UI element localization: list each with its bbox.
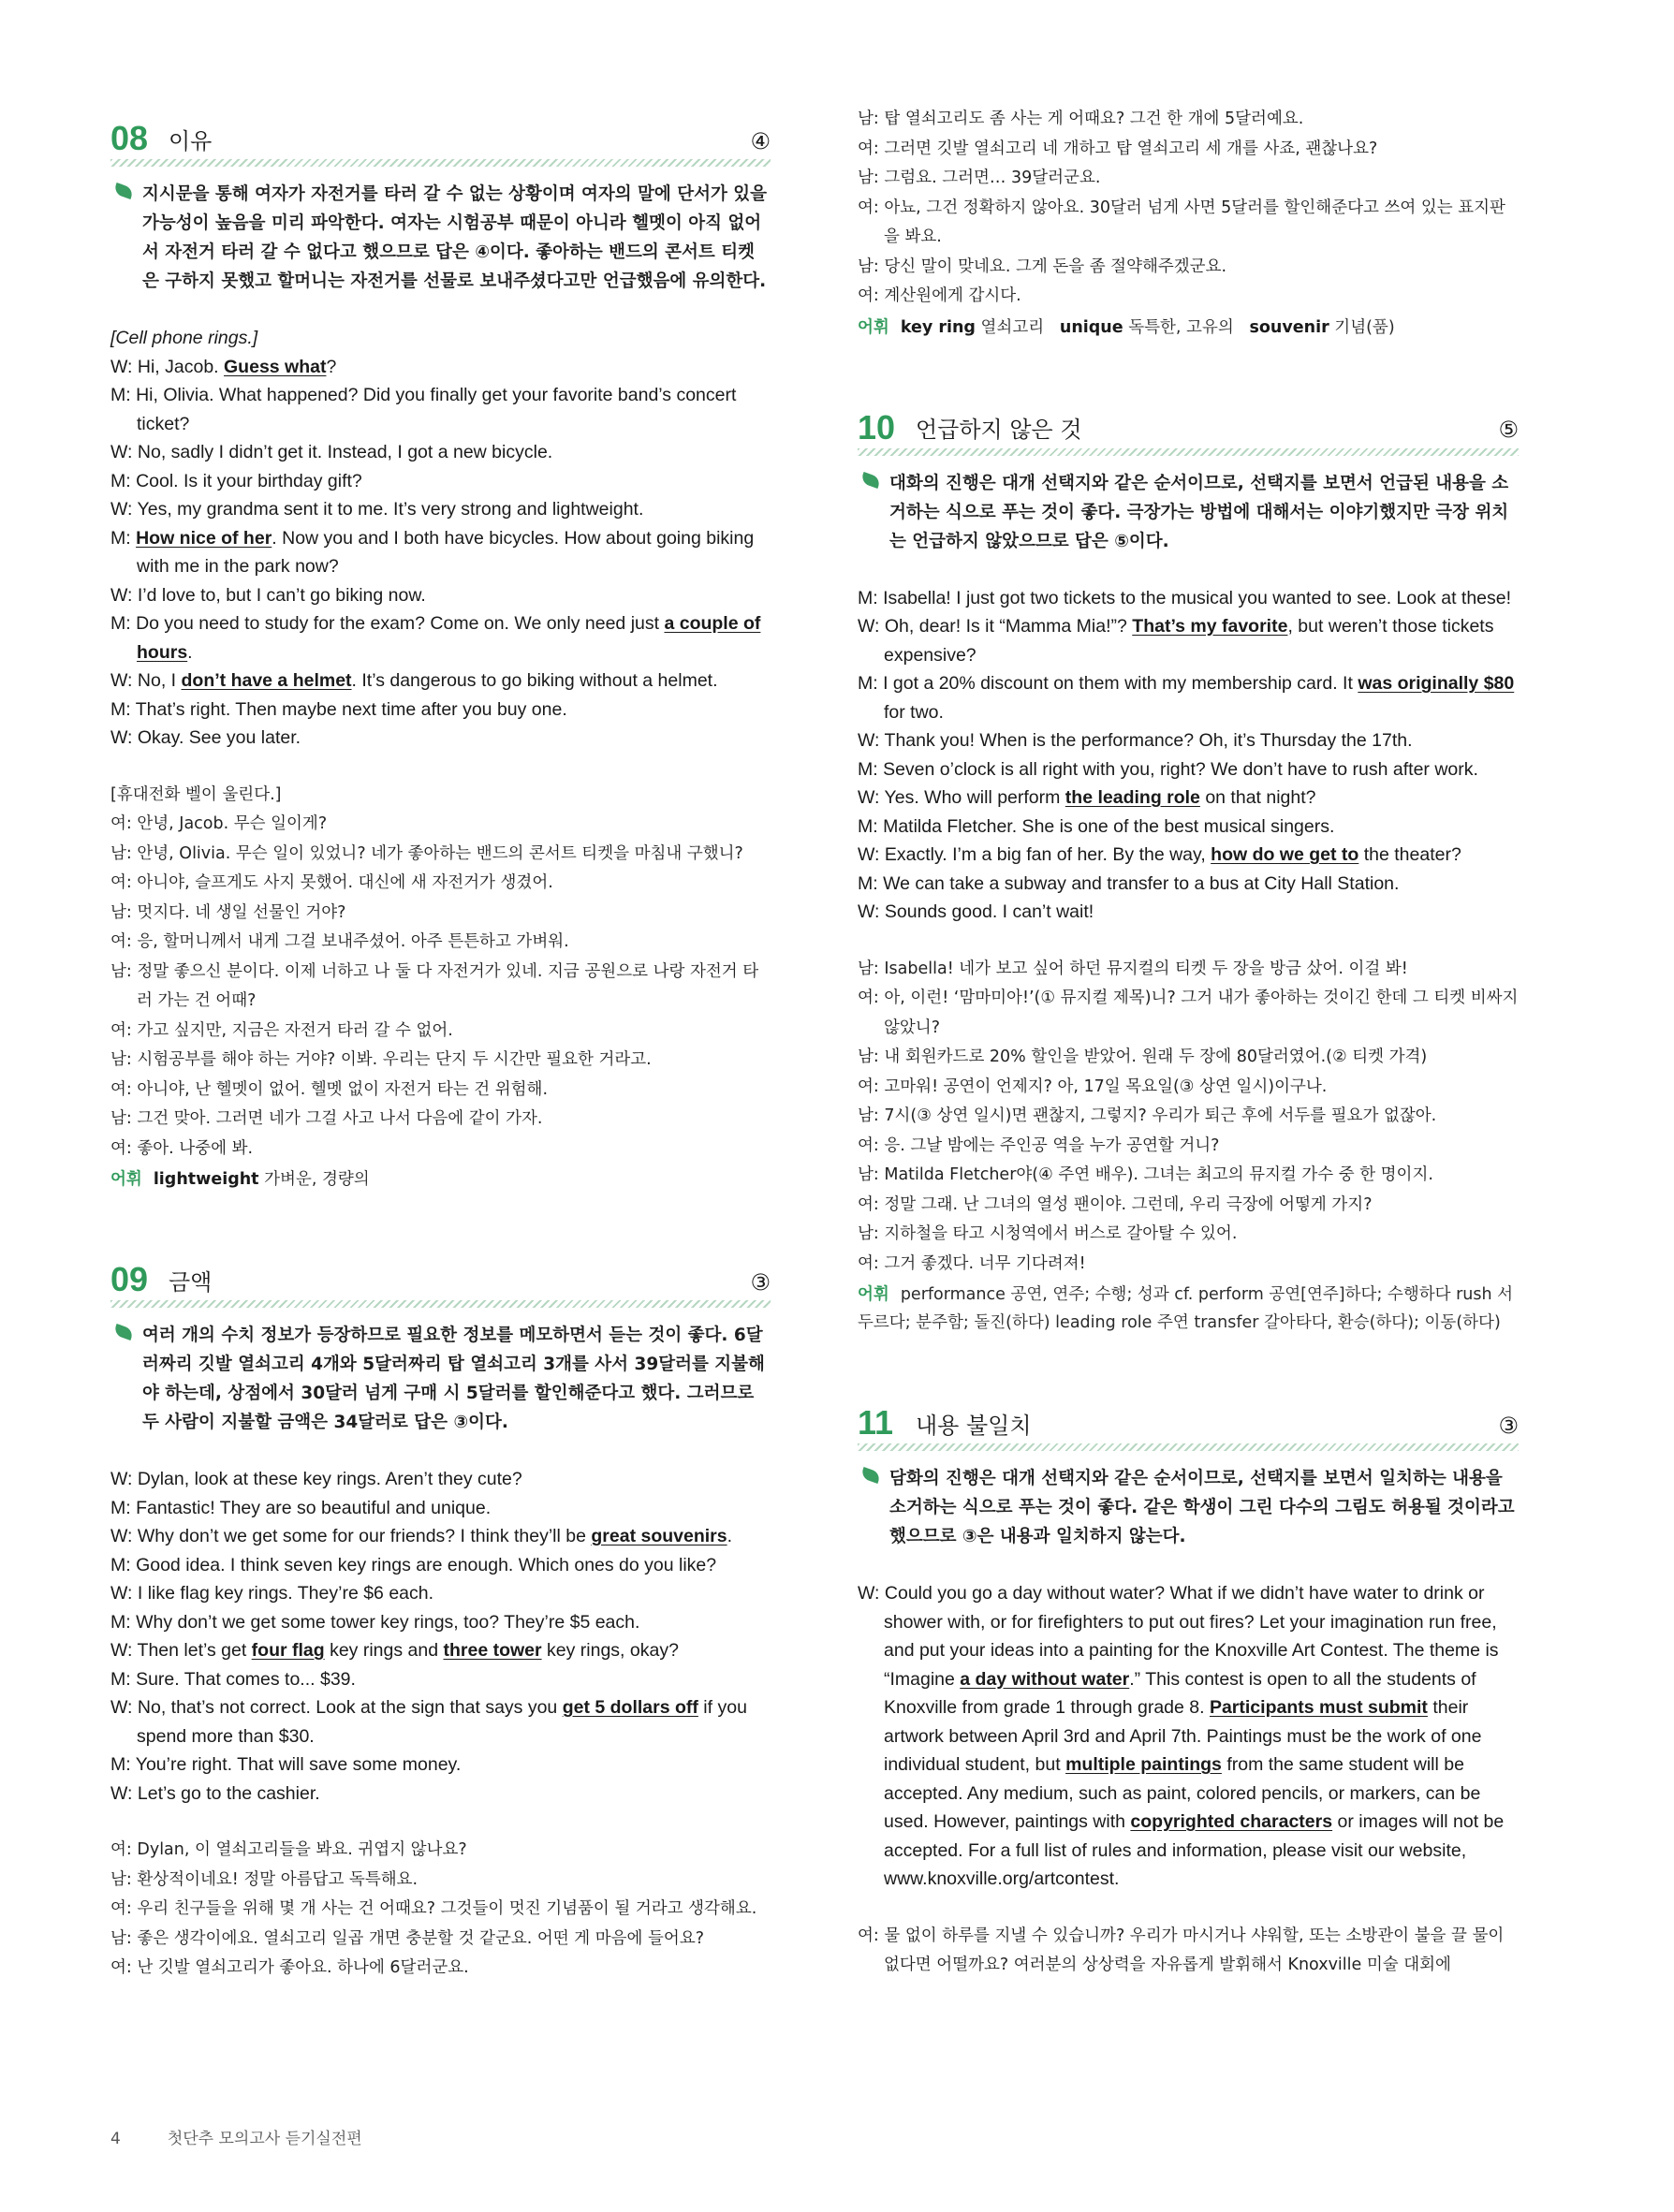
key-phrase: a couple of hours	[137, 613, 761, 663]
script-line: M: Hi, Olivia. What happened? Did you finally get your favorite band’s concert ticket?	[110, 385, 737, 434]
translation-line: 남: Isabella! 네가 보고 싶어 하던 뮤지컬의 티켓 두 장을 방금 샀어. 이걸 봐!	[858, 959, 1408, 978]
script-line: M: Isabella! I just got two tickets to the musical you wanted to see. Look at these!	[858, 587, 1512, 608]
translation-line: 남: 당신 말이 맞네요. 그게 돈을 좀 절약해주겠군요.	[858, 256, 1227, 276]
zigzag-divider	[110, 1300, 771, 1308]
key-phrase: the leading role	[1065, 787, 1200, 808]
explanation-text: 여러 개의 수치 정보가 등장하므로 필요한 정보를 메모하면서 듣는 것이 좋다. 6달러짜리 깃발 열쇠고리 4개와 5달러짜리 탑 열쇠고리 3개를 사서 39달러를 지불해야 하는데, 상점에서 30달러 넘게 구매 시 5달러를 할인해준다고 했다. 그러므로 두 사람이 지불할 금액은 34달러로 답은 ③이다.	[142, 1326, 765, 1432]
key-phrase: multiple paintings	[1065, 1754, 1222, 1775]
explanation-text: 담화의 진행은 대개 선택지와 같은 순서이므로, 선택지를 보면서 일치하는 내용을 소거하는 식으로 푸는 것이 좋다. 같은 학생이 그린 다수의 그림도 허용될 것이라고 했으므로 ③은 내용과 일치하지 않는다.	[889, 1469, 1515, 1546]
vocab-tag: 어휘	[858, 1285, 889, 1304]
translation-line: 여: 난 깃발 열쇠고리가 좋아요. 하나에 6달러군요.	[110, 1958, 469, 1977]
vocabulary: 어휘 key ring 열쇠고리 unique 독특한, 고유의 souvenir 기념(품)	[858, 317, 1395, 337]
explanation	[858, 469, 1519, 556]
key-phrase: was originally $80	[1358, 673, 1515, 694]
page-footer	[110, 2125, 409, 2148]
explanation	[110, 180, 771, 296]
english-script	[858, 584, 1519, 927]
translation-line: 남: 시험공부를 해야 하는 거야? 이봐. 우리는 단지 두 시간만 필요한 거라고.	[110, 1050, 652, 1069]
section-09-continued	[858, 105, 1519, 342]
script-line: W: Oh, dear! Is it “Mamma Mia!”? That’s my favorite, but weren’t those tickets expensive?	[858, 616, 1494, 666]
key-phrase: How nice of her	[136, 527, 272, 549]
script-line: W: Dylan, look at these key rings. Aren’t they cute?	[110, 1469, 522, 1489]
key-phrase: great souvenirs	[591, 1526, 727, 1546]
page-number: 4	[110, 2130, 121, 2148]
translation-line: 남: 좋은 생각이에요. 열쇠고리 일곱 개면 충분할 것 같군요. 어떤 게 마음에 들어요?	[110, 1928, 705, 1948]
section-number: 10	[858, 407, 896, 447]
key-phrase: get 5 dollars off	[562, 1697, 698, 1718]
answer-mark: ⑤	[1498, 417, 1519, 444]
script-line: M: Do you need to study for the exam? Come on. We only need just a couple of hours.	[110, 613, 761, 663]
script-line: M: Cool. Is it your birthday gift?	[110, 470, 362, 491]
script-line: M: Sure. That comes to... $39.	[110, 1668, 356, 1690]
vocab-tag: 어휘	[110, 1170, 142, 1189]
leaf-icon	[113, 1324, 135, 1340]
answer-mark: ③	[1498, 1412, 1519, 1439]
section-number: 11	[858, 1403, 894, 1442]
key-phrase: That’s my favorite	[1132, 616, 1288, 637]
korean-translation	[110, 1836, 771, 1984]
explanation-text: 대화의 진행은 대개 선택지와 같은 순서이므로, 선택지를 보면서 언급된 내용을 소거하는 식으로 푸는 것이 좋다. 극장가는 방법에 대해서는 이야기했지만 극장 위치는 언급하지 않았으므로 답은 ⑤이다.	[889, 473, 1509, 551]
answer-mark: ④	[750, 127, 771, 154]
translation-line: 여: 고마워! 공연이 언제지? 아, 17일 목요일(③ 상연 일시)이구나.	[858, 1077, 1328, 1096]
section-number: 09	[110, 1260, 149, 1298]
translation-line: 여: 정말 그래. 난 그녀의 열성 팬이야. 그런데, 우리 극장에 어떻게 가지?	[858, 1194, 1373, 1214]
script-line: W: I like flag key rings. They’re $6 each.	[110, 1583, 434, 1604]
translation-line: 남: 정말 좋으신 분이다. 이제 너하고 나 둘 다 자전거가 있네. 지금 공원으로 나랑 자전거 타러 가는 건 어때?	[110, 961, 759, 1010]
section-header	[858, 400, 1519, 445]
explanation-text: 지시문을 통해 여자가 자전거를 타러 갈 수 없는 상황이며 여자의 말에 단서가 있을 가능성이 높음을 미리 파악한다. 여자는 시험공부 때문이 아니라 헬멧이 아직 없어서 자전거 타러 갈 수 없다고 했으므로 답은 ④이다. 좋아하는 밴드의 콘서트 티켓은 구하지 못했고 할머니는 자전거를 선물로 보내주셨다고만 언급했음에 유의한다.	[142, 184, 768, 291]
script-line: M: Fantastic! They are so beautiful and unique.	[110, 1497, 492, 1518]
explanation	[858, 1464, 1519, 1551]
key-phrase: copyrighted characters	[1130, 1811, 1333, 1832]
translation-line: 여: 아니야, 슬프게도 사지 못했어. 대신에 새 자전거가 생겼어.	[110, 873, 553, 892]
vocab-tag: 어휘	[858, 317, 889, 337]
script-line: W: Okay. See you later.	[110, 727, 301, 748]
section-header	[858, 1395, 1519, 1440]
script-line: W: Let’s go to the cashier.	[110, 1782, 320, 1804]
key-phrase: don’t have a helmet	[181, 670, 352, 691]
translation-line: 남: 안녕, Olivia. 무슨 일이 있었니? 네가 좋아하는 밴드의 콘서트 티켓을 마침내 구했니?	[110, 843, 743, 863]
translation-line: 여: 우리 친구들을 위해 몇 개 사는 건 어때요? 그것들이 멋진 기념품이 될 거라고 생각해요.	[110, 1899, 757, 1918]
translation-line: 여: 아, 이런! ‘맘마미아!’(① 뮤지컬 제목)니? 그거 내가 좋아하는 것이긴 한데 그 티켓 비싸지 않았니?	[858, 989, 1519, 1037]
section-header	[110, 1252, 771, 1296]
script-line: M: That’s right. Then maybe next time after you buy one.	[110, 698, 567, 720]
korean-translation	[858, 955, 1519, 1280]
translation-line: 여: 응. 그날 밤에는 주인공 역을 누가 공연할 거니?	[858, 1135, 1220, 1155]
english-script	[858, 1579, 1519, 1894]
translation-line: 남: 내 회원카드로 20% 할인을 받았어. 원래 두 장에 80달러였어.(② 티켓 가격)	[858, 1047, 1428, 1066]
translation-line: 여: 그러면 깃발 열쇠고리 네 개하고 탑 열쇠고리 세 개를 사죠, 괜찮나요?	[858, 139, 1378, 158]
vocabulary: 어휘 lightweight 가벼운, 경량의	[110, 1170, 370, 1189]
translation-line: 남: 그럼요. 그러면… 39달러군요.	[858, 168, 1101, 187]
left-column	[110, 110, 771, 1984]
translation-line: 여: 가고 싶지만, 지금은 자전거 타러 갈 수 없어.	[110, 1020, 453, 1040]
section-title: 내용 불일치	[916, 1412, 1032, 1439]
script-line: M: Seven o’clock is all right with you, right? We don’t have to rush after work.	[858, 758, 1478, 780]
key-phrase: Guess what	[224, 356, 327, 377]
section-title: 이유	[169, 127, 213, 154]
script-line: W: Hi, Jacob. Guess what?	[110, 356, 337, 377]
stage-cue: [휴대전화 벨이 울린다.]	[110, 784, 282, 804]
script-line: M: I got a 20% discount on them with my membership card. It was originally $80 for two.	[858, 673, 1515, 723]
leaf-icon	[113, 183, 135, 199]
translation-line: 여: 응, 할머니께서 내게 그걸 보내주셨어. 아주 튼튼하고 가벼워.	[110, 932, 569, 951]
section-08	[110, 110, 771, 1194]
script-line: W: Yes, my grandma sent it to me. It’s very strong and lightweight.	[110, 499, 644, 520]
right-column	[858, 110, 1519, 1981]
korean-translation	[858, 105, 1519, 312]
translation-line: 여: 물 없이 하루를 지낼 수 있습니까? 우리가 마시거나 샤워할, 또는 소방관이 불을 끌 물이 없다면 어떨까요? 여러분의 상상력을 자유롭게 발휘해서 Knoxville 미술 대회에	[858, 1926, 1505, 1974]
key-phrase: how do we get to	[1211, 844, 1359, 865]
section-09	[110, 1252, 771, 1984]
translation-line: 여: 아뇨, 그건 정확하지 않아요. 30달러 넘게 사면 5달러를 할인해준다고 쓰여 있는 표지판을 봐요.	[858, 198, 1505, 246]
translation-line: 여: 안녕, Jacob. 무슨 일이게?	[110, 814, 328, 833]
leaf-icon	[860, 471, 882, 488]
english-script	[110, 324, 771, 753]
script-line: W: No, sadly I didn’t get it. Instead, I got a new bicycle.	[110, 442, 553, 462]
zigzag-divider	[110, 159, 771, 167]
book-title: 첫단추 모의고사 듣기실전편	[167, 2130, 362, 2148]
explanation	[110, 1321, 771, 1437]
translation-line: 여: 계산원에게 갑시다.	[858, 286, 1021, 305]
script-line: W: Exactly. I’m a big fan of her. By the way, how do we get to the theater?	[858, 844, 1461, 865]
script-line: W: Why don’t we get some for our friends? I think they’ll be great souvenirs.	[110, 1526, 733, 1546]
translation-line: 여: 그거 좋겠다. 너무 기다려져!	[858, 1253, 1086, 1273]
section-10	[858, 400, 1519, 1338]
translation-line: 여: 아니야, 난 헬멧이 없어. 헬멧 없이 자전거 타는 건 위험해.	[110, 1079, 549, 1099]
script-line: W: Yes. Who will perform the leading role on that night?	[858, 787, 1316, 808]
english-script	[110, 1465, 771, 1808]
key-phrase: a day without water	[960, 1668, 1130, 1690]
script-line: W: Thank you! When is the performance? Oh, it’s Thursday the 17th.	[858, 730, 1413, 751]
zigzag-divider	[858, 448, 1519, 456]
key-phrase: four flag	[251, 1640, 325, 1661]
script-line: W: No, that’s not correct. Look at the sign that says you get 5 dollars off if you spend more than $30.	[110, 1697, 747, 1747]
script-line: M: Why don’t we get some tower key rings, too? They’re $5 each.	[110, 1611, 640, 1633]
zigzag-divider	[858, 1443, 1519, 1451]
script-line: W: Then let’s get four flag key rings and three tower key rings, okay?	[110, 1640, 679, 1661]
section-header	[110, 110, 771, 155]
script-line: W: No, I don’t have a helmet. It’s dangerous to go biking without a helmet.	[110, 670, 718, 691]
answer-mark: ③	[750, 1268, 771, 1296]
leaf-icon	[860, 1467, 882, 1484]
section-number: 08	[110, 119, 149, 157]
script-line: M: Matilda Fletcher. She is one of the best musical singers.	[858, 815, 1335, 837]
translation-line: 여: 좋아. 나중에 봐.	[110, 1138, 254, 1158]
section-11	[858, 1395, 1519, 1981]
key-phrase: Participants must submit	[1209, 1697, 1428, 1718]
translation-line: 남: 그건 맞아. 그러면 네가 그걸 사고 나서 다음에 같이 가자.	[110, 1109, 543, 1128]
script-line: W: Sounds good. I can’t wait!	[858, 901, 1094, 922]
vocabulary	[858, 1281, 1519, 1337]
script-line: M: How nice of her. Now you and I both have bicycles. How about going biking with me in the park now?	[110, 527, 755, 577]
translation-line: 남: 탑 열쇠고리도 좀 사는 게 어때요? 그건 한 개에 5달러예요.	[858, 110, 1304, 128]
translation-line: 여: Dylan, 이 열쇠고리들을 봐요. 귀엽지 않나요?	[110, 1840, 467, 1859]
script-line: M: We can take a subway and transfer to a bus at City Hall Station.	[858, 872, 1400, 894]
korean-translation	[858, 1922, 1519, 1981]
korean-translation	[110, 781, 771, 1165]
section-title: 언급하지 않은 것	[916, 417, 1082, 444]
translation-line: 남: Matilda Fletcher야(④ 주연 배우). 그녀는 최고의 뮤지컬 가수 중 한 명이지.	[858, 1165, 1433, 1184]
script-line: M: Good idea. I think seven key rings are enough. Which ones do you like?	[110, 1554, 717, 1575]
translation-line: 남: 7시(③ 상연 일시)면 괜찮지, 그렇지? 우리가 퇴근 후에 서두를 필요가 없잖아.	[858, 1106, 1437, 1125]
translation-line: 남: 지하철을 타고 시청역에서 버스로 갈아탈 수 있어.	[858, 1224, 1238, 1243]
translation-line: 남: 멋지다. 네 생일 선물인 거야?	[110, 902, 346, 922]
section-title: 금액	[169, 1268, 213, 1296]
vocab-text: performance 공연, 연주; 수행; 성과 cf. perform 공연[연주]하다; 수행하다 rush 서두르다; 분주함; 돌진(하다) leading role 주연 transfer 갈아타다, 환승(하다); 이동(하다)	[858, 1285, 1514, 1332]
stage-cue: [Cell phone rings.]	[110, 328, 258, 348]
translation-line: 남: 환상적이네요! 정말 아름답고 독특해요.	[110, 1869, 418, 1889]
key-phrase: three tower	[443, 1640, 542, 1661]
script-paragraph: W: Could you go a day without water? What if we didn’t have water to drink or shower with, or for firefighters to put out fires? Let your imagination run free, and put your ideas into a painting for the Knoxville Art Contest. The theme is “Imagine a day without water.” This contest is open to all the students of Knoxville from grade 1 through grade 8. Participants must submit their artwork between April 3rd and April 7th. Paintings must be the work of one individual student, but multiple paintings from the same student will be accepted. Any medium, such as paint, colored pencils, or markers, can be used. However, paintings with copyrighted characters or images will not be accepted. For a full list of rules and information, please visit our website, www.knoxville.org/artcontest.	[858, 1583, 1505, 1889]
script-line: W: I’d love to, but I can’t go biking now.	[110, 584, 426, 606]
script-line: M: You’re right. That will save some money.	[110, 1754, 462, 1775]
